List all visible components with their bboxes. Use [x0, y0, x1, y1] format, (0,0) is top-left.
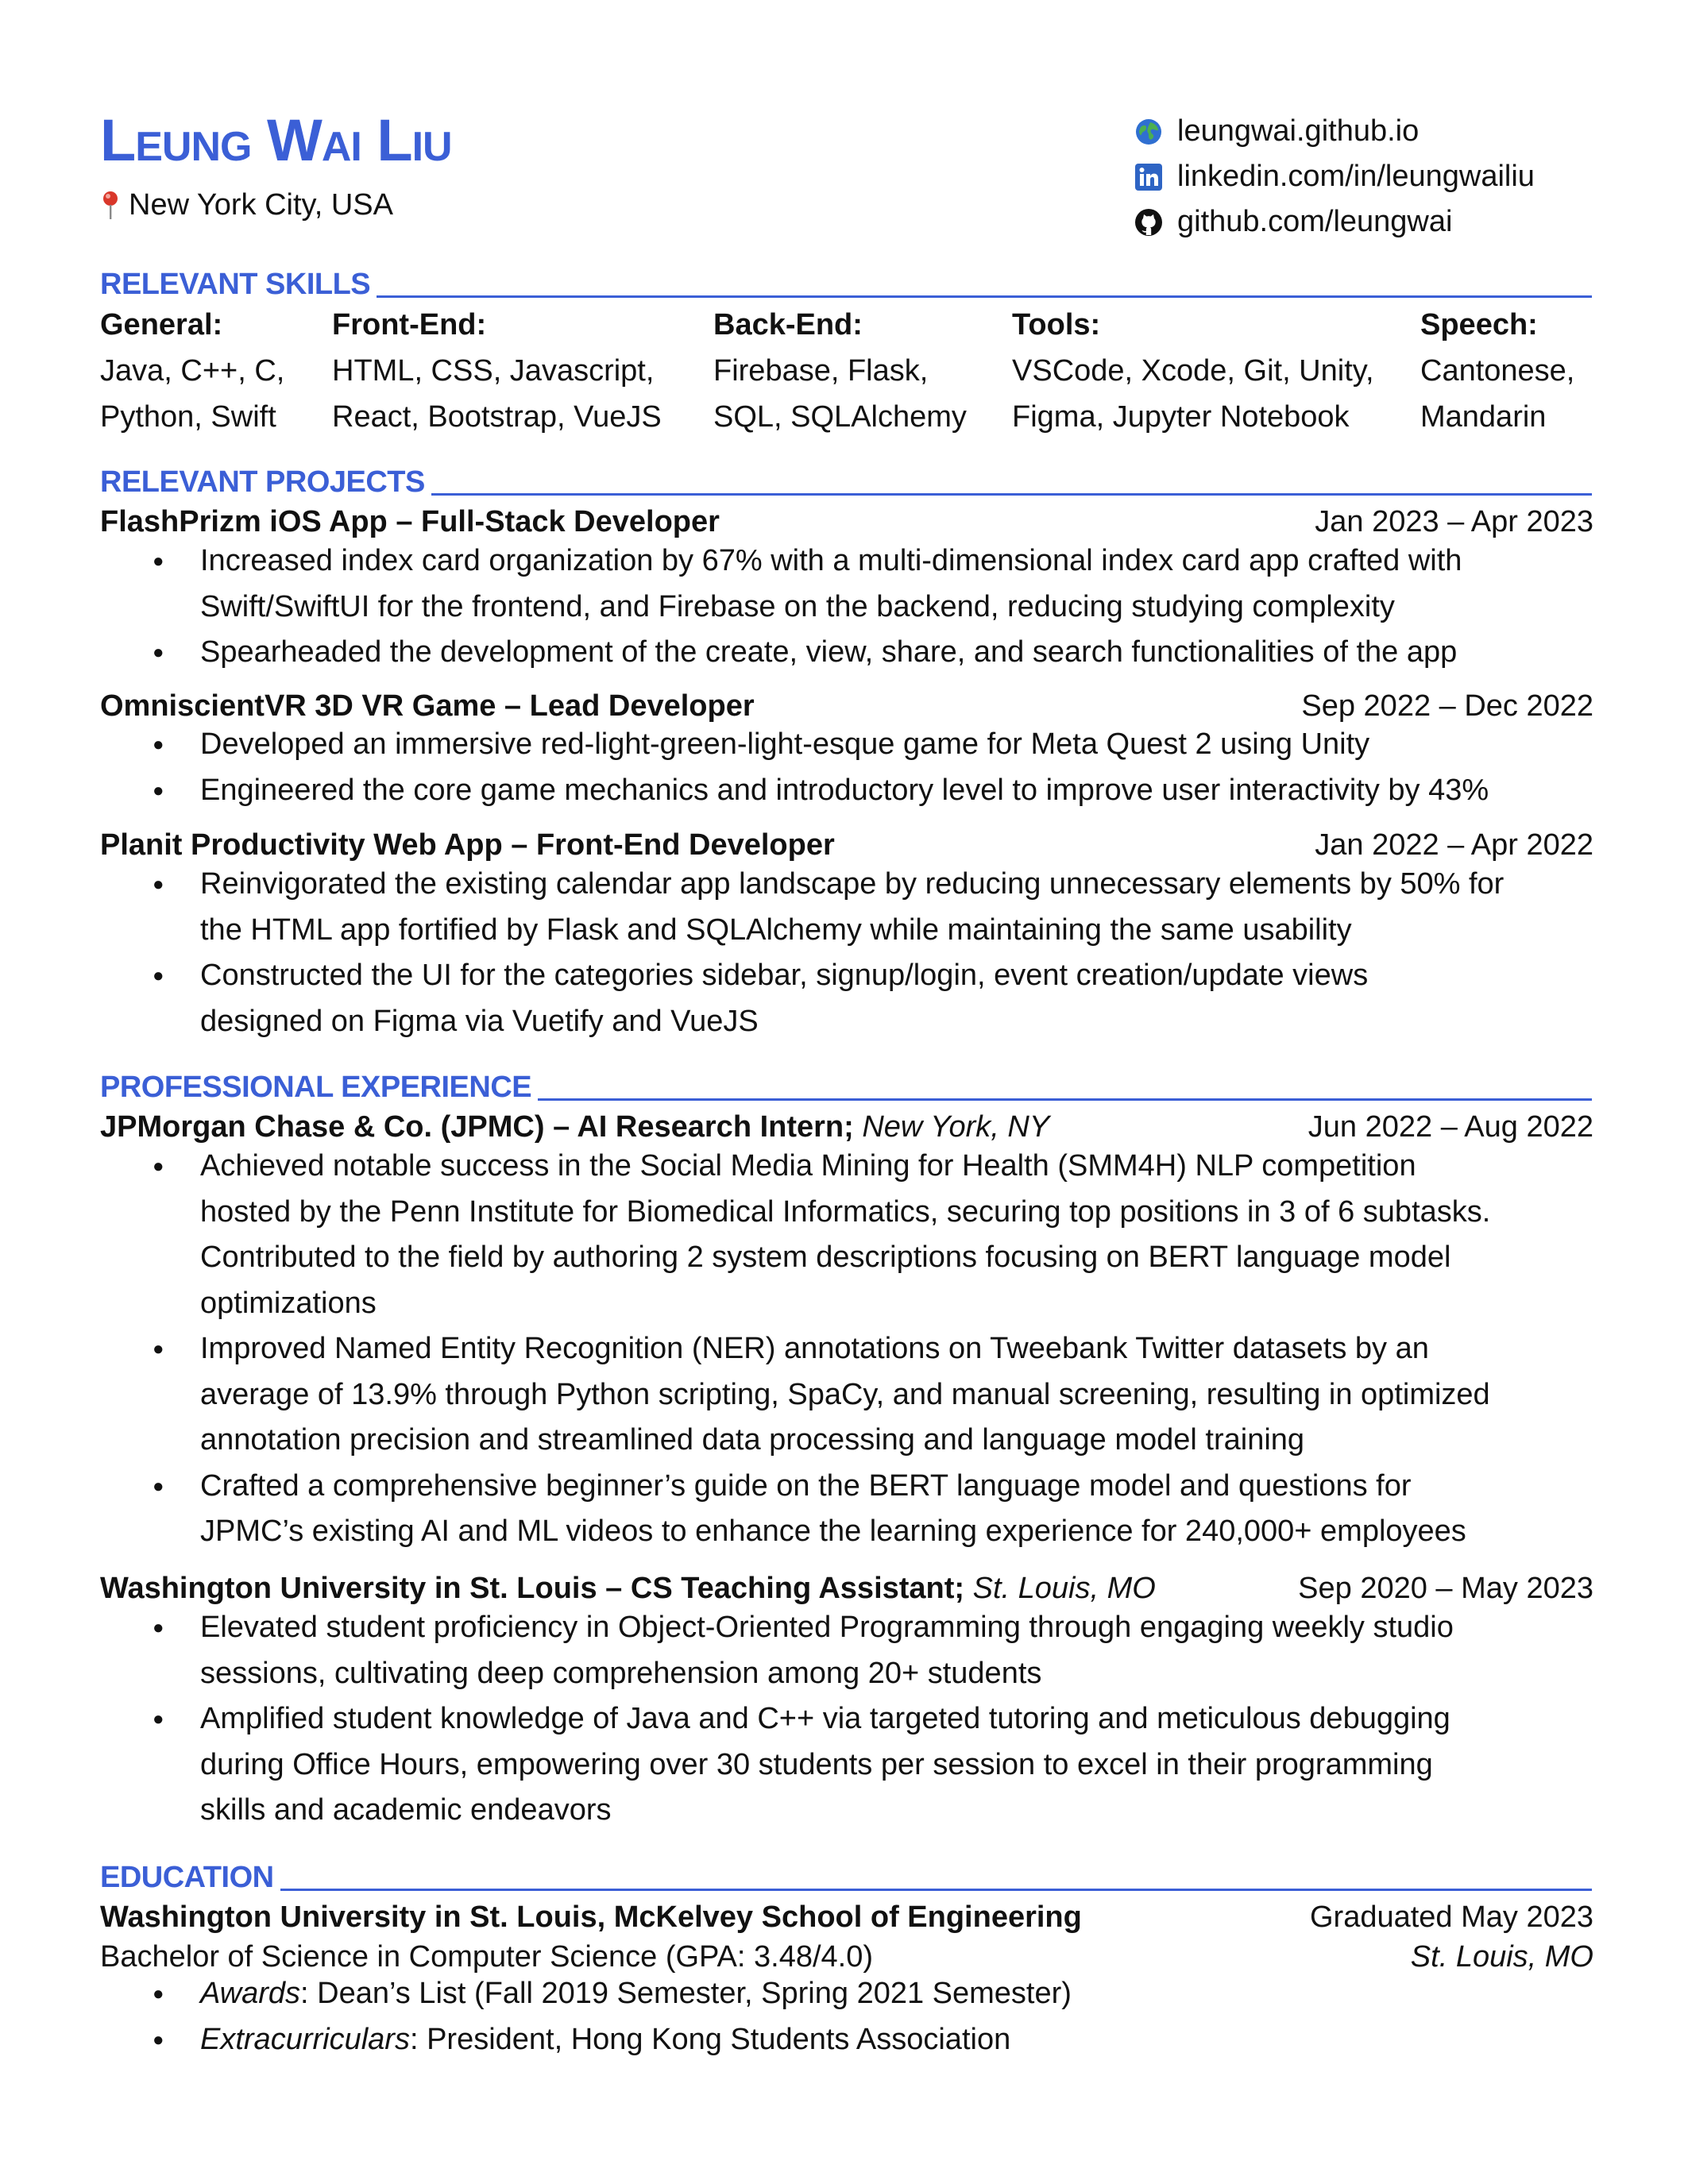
list-item: ● Amplified student knowledge of Java and C++ via targeted tutoring and meticulous debugging during Office Hours, empowering over 30 students per session to excel in their programming skills and academic endeavors — [100, 1696, 1593, 1834]
entry-dates: Sep 2022 – Dec 2022 — [1301, 689, 1593, 723]
candidate-name: Leung Wai Liu — [100, 107, 452, 173]
skill-line: Firebase, Flask, — [713, 354, 929, 388]
project-entry-omniscientvr — [100, 686, 1593, 726]
skill-column-tools — [1012, 302, 1374, 440]
list-item: ● Engineered the core game mechanics and introductory level to improve user interactivity by 43% — [100, 768, 1593, 814]
list-item: ● Spearheaded the development of the create, view, share, and search functionalities of the app — [100, 630, 1593, 676]
bullet-list — [100, 1971, 1593, 2062]
map-pin-icon — [98, 189, 122, 221]
skill-heading: Front-End: — [332, 308, 487, 341]
skill-line: React, Bootstrap, VueJS — [332, 400, 662, 434]
skill-line: Java, C++, C, — [100, 354, 285, 388]
website-text: leungwai.github.io — [1177, 114, 1420, 148]
location-text: New York City, USA — [129, 188, 393, 222]
section-rule — [280, 1889, 1592, 1891]
bullet-list — [100, 1605, 1593, 1834]
list-item: ● Constructed the UI for the categories sidebar, signup/login, event creation/update views designed on Figma via Vuetify and VueJS — [100, 953, 1593, 1044]
github-link[interactable] — [1134, 199, 1535, 245]
skill-heading: Back-End: — [713, 308, 863, 341]
github-icon — [1134, 208, 1163, 237]
linkedin-icon — [1134, 163, 1163, 191]
section-title: RELEVANT SKILLS — [100, 268, 371, 301]
section-header-projects — [100, 456, 1592, 497]
skill-heading: General: — [100, 308, 223, 341]
entry-location: New York, NY — [862, 1109, 1050, 1144]
skill-column-speech — [1420, 302, 1574, 440]
project-entry-planit — [100, 825, 1593, 865]
skill-line: Cantonese, — [1420, 354, 1575, 388]
bullet-list — [100, 1144, 1593, 1555]
list-item: ● Reinvigorated the existing calendar app landscape by reducing unnecessary elements by 50% for the HTML app fortified by Flask and SQLAlchemy while maintaining the same usability — [100, 862, 1593, 953]
website-link[interactable] — [1134, 109, 1535, 154]
skill-line: Mandarin — [1420, 400, 1547, 434]
bullet-list — [100, 538, 1593, 676]
skill-line: SQL, SQLAlchemy — [713, 400, 967, 434]
degree: Bachelor of Science in Computer Science (GPA: 3.48/4.0) — [100, 1939, 874, 1974]
project-entry-flashprizm — [100, 502, 1593, 542]
entry-title: OmniscientVR 3D VR Game – Lead Developer — [100, 689, 755, 723]
list-item: ● Extracurriculars: President, Hong Kong Students Association — [100, 2017, 1593, 2063]
extracurriculars-label: Extracurriculars — [200, 2022, 410, 2056]
skill-line: Python, Swift — [100, 400, 276, 434]
entry-dates: Jan 2022 – Apr 2022 — [1315, 828, 1593, 862]
skill-line: Figma, Jupyter Notebook — [1012, 400, 1350, 434]
skill-column-front-end — [332, 302, 662, 440]
section-header-education — [100, 1851, 1592, 1893]
bullet-list — [100, 862, 1593, 1044]
school-name: Washington University in St. Louis, McKelvey School of Engineering — [100, 1900, 1082, 1934]
list-item: ● Crafted a comprehensive beginner’s guide on the BERT language model and questions for JPMC’s existing AI and ML videos to enhance the learning experience for 240,000+ employees — [100, 1464, 1593, 1555]
linkedin-link[interactable] — [1134, 154, 1535, 199]
location — [98, 189, 393, 221]
skill-column-general — [100, 302, 284, 440]
awards-label: Awards — [200, 1977, 301, 2010]
education-location: St. Louis, MO — [1410, 1939, 1593, 1974]
section-rule — [538, 1098, 1592, 1101]
skill-heading: Tools: — [1012, 308, 1101, 341]
entry-dates: Jan 2023 – Apr 2023 — [1315, 504, 1593, 538]
section-rule — [431, 493, 1592, 496]
entry-title: FlashPrizm iOS App – Full-Stack Developer — [100, 504, 720, 538]
globe-icon — [1134, 118, 1163, 146]
skill-heading: Speech: — [1420, 308, 1538, 341]
skill-column-back-end — [713, 302, 967, 440]
bullet-list — [100, 722, 1593, 813]
list-item: ● Developed an immersive red-light-green-light-esque game for Meta Quest 2 using Unity — [100, 722, 1593, 768]
entry-title: JPMorgan Chase & Co. (JPMC) – AI Research Intern; New York, NY — [100, 1109, 1050, 1144]
section-title: RELEVANT PROJECTS — [100, 465, 425, 499]
skill-line: VSCode, Xcode, Git, Unity, — [1012, 354, 1374, 388]
section-title: PROFESSIONAL EXPERIENCE — [100, 1071, 532, 1104]
list-item: ● Improved Named Entity Recognition (NER) annotations on Tweebank Twitter datasets by an average of 13.9% through Python scripting, SpaCy, and manual screening, resulting in optimized annotation precision and streamlined data processing and language model training — [100, 1326, 1593, 1464]
entry-title: Planit Productivity Web App – Front-End Developer — [100, 828, 835, 862]
section-rule — [377, 295, 1592, 298]
list-item: ● Awards: Dean’s List (Fall 2019 Semester, Spring 2021 Semester) — [100, 1971, 1593, 2017]
experience-entry-washu-ta — [100, 1569, 1593, 1608]
entry-title: Washington University in St. Louis – CS Teaching Assistant; St. Louis, MO — [100, 1571, 1156, 1605]
education-entry — [100, 1897, 1593, 1937]
list-item: ● Elevated student proficiency in Object-Oriented Programming through engaging weekly studio sessions, cultivating deep comprehension among 20+ students — [100, 1605, 1593, 1696]
section-header-skills — [100, 258, 1592, 299]
section-title: EDUCATION — [100, 1861, 274, 1894]
section-header-experience — [100, 1061, 1592, 1102]
skill-line: HTML, CSS, Javascript, — [332, 354, 655, 388]
graduation-date: Graduated May 2023 — [1309, 1900, 1593, 1934]
entry-dates: Jun 2022 – Aug 2022 — [1308, 1109, 1593, 1144]
list-item: ● Increased index card organization by 67% with a multi-dimensional index card app crafted with Swift/SwiftUI for the frontend, and Firebase on the backend, reducing studying complexity — [100, 538, 1593, 630]
skills-table — [100, 302, 1593, 445]
linkedin-text: linkedin.com/in/leungwailiu — [1177, 160, 1535, 193]
list-item: ● Achieved notable success in the Social Media Mining for Health (SMM4H) NLP competition hosted by the Penn Institute for Biomedical Informatics, securing top positions in 3 of 6 subtasks. Contributed to the field by authoring 2 system descriptions focusing on BERT language model optimizations — [100, 1144, 1593, 1326]
contact-list — [1134, 109, 1535, 245]
github-text: github.com/leungwai — [1177, 205, 1453, 238]
entry-location: St. Louis, MO — [972, 1571, 1156, 1605]
entry-dates: Sep 2020 – May 2023 — [1298, 1571, 1593, 1605]
experience-entry-jpmc — [100, 1107, 1593, 1147]
